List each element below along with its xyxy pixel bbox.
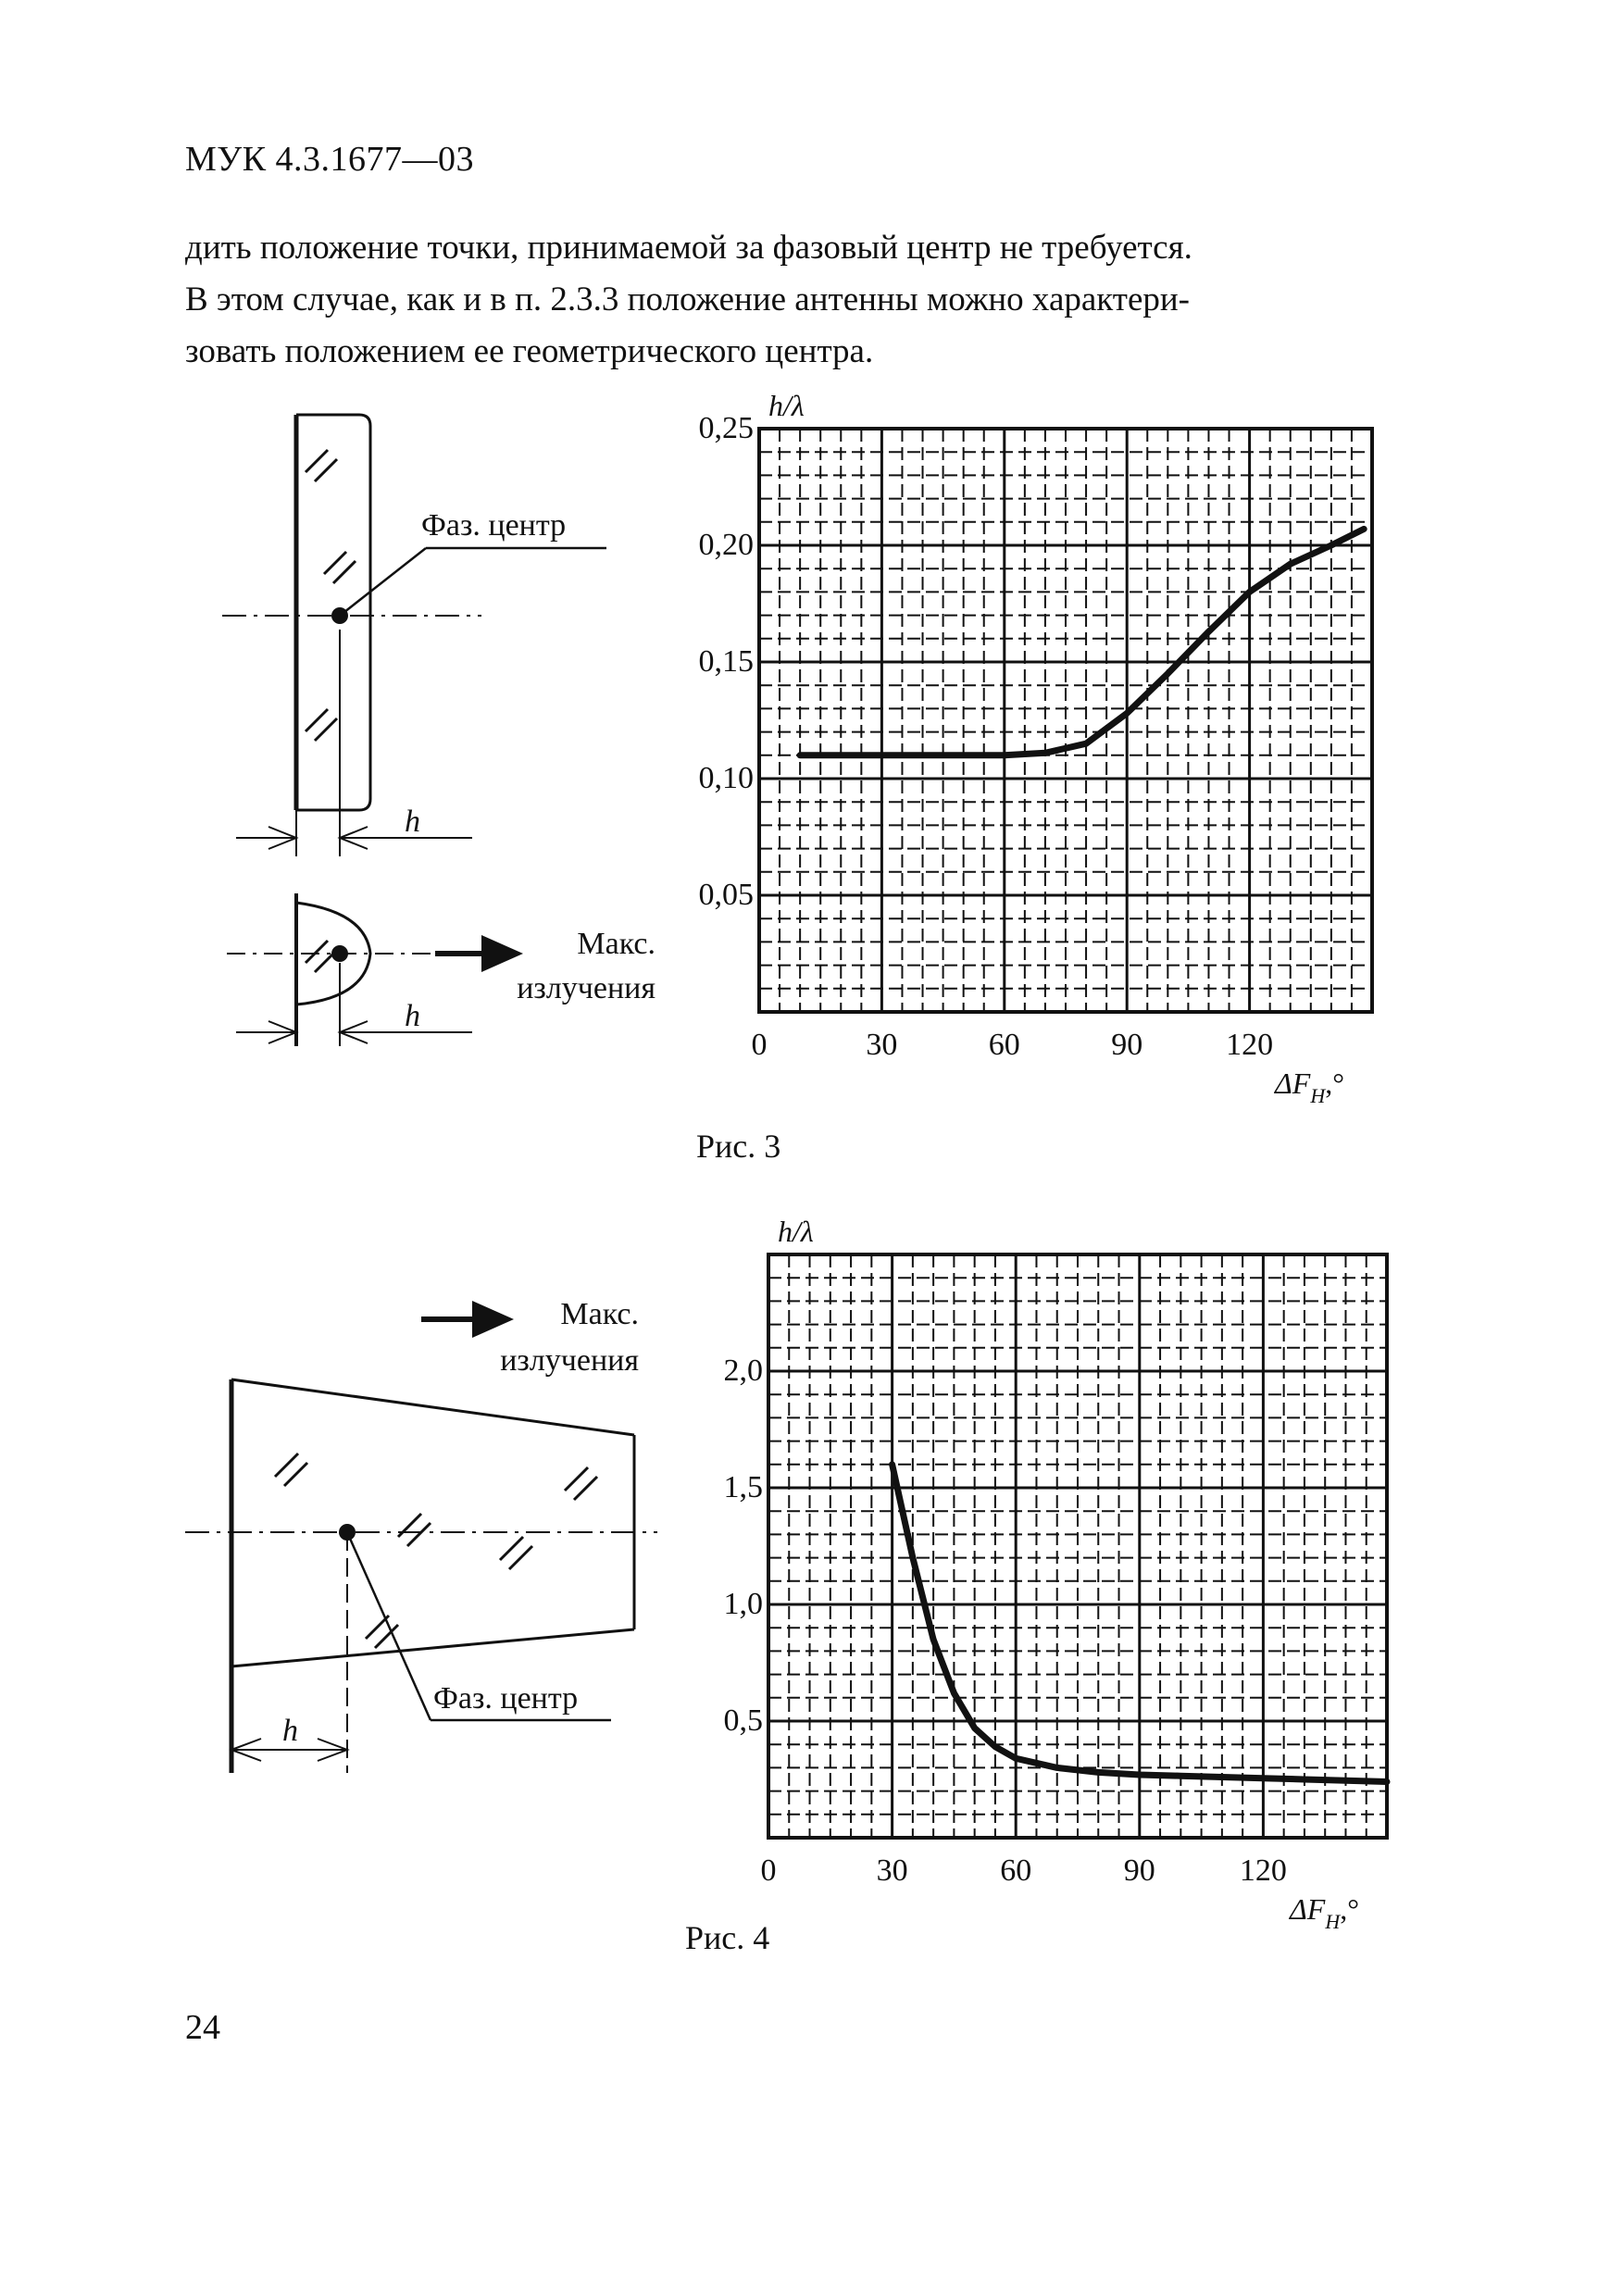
- paragraph-line: зовать положением ее геометрического центра.: [185, 332, 874, 370]
- y-tick-label: 0,25: [698, 411, 754, 445]
- chart-frame: [768, 1254, 1387, 1838]
- y-tick-label: 1,5: [723, 1470, 763, 1504]
- y-tick-label: 0,10: [698, 761, 754, 795]
- y-axis-label: h/λ: [778, 1215, 814, 1248]
- h-label: h: [405, 805, 420, 839]
- figure4-caption: Рис. 4: [685, 1919, 770, 1956]
- h-label: h: [405, 999, 420, 1033]
- max-radiation-label: Макс.: [560, 1297, 639, 1331]
- x-tick-label: 30: [866, 1028, 898, 1062]
- y-tick-label: 1,0: [723, 1587, 763, 1621]
- paragraph-line: дить положение точки, принимаемой за фазовый центр не требуется.: [185, 229, 1192, 267]
- page-number: 24: [185, 2008, 220, 2047]
- max-radiation-label: Макс.: [577, 927, 655, 961]
- x-tick-label: 120: [1239, 1853, 1287, 1888]
- y-tick-label: 0,15: [698, 644, 754, 679]
- x-tick-label: 120: [1226, 1028, 1274, 1062]
- x-tick-label: 60: [1000, 1853, 1032, 1888]
- x-tick-label: 0: [751, 1028, 768, 1062]
- phase-center-label: Фаз. центр: [421, 508, 567, 543]
- paragraph-line: В этом случае, как и в п. 2.3.3 положение антенны можно характери-: [185, 281, 1190, 318]
- x-tick-label: 30: [876, 1853, 908, 1888]
- x-tick-label: 90: [1111, 1028, 1143, 1062]
- y-tick-label: 0,05: [698, 878, 754, 912]
- y-tick-label: 0,20: [698, 528, 754, 562]
- figure3-caption: Рис. 3: [696, 1128, 781, 1165]
- phase-center-label: Фаз. центр: [433, 1681, 579, 1716]
- y-axis-label: h/λ: [768, 389, 805, 422]
- document-code: МУК 4.3.1677—03: [185, 140, 475, 179]
- h-label: h: [282, 1714, 298, 1748]
- max-radiation-label: излучения: [517, 971, 655, 1005]
- x-axis-label: $\Delta F_H,^\circ$: [1275, 1067, 1345, 1107]
- y-tick-label: 2,0: [723, 1354, 763, 1388]
- x-axis-label: $\Delta F_H,^\circ$: [1290, 1892, 1360, 1933]
- x-tick-label: 90: [1123, 1853, 1155, 1888]
- max-radiation-label: излучения: [500, 1343, 639, 1378]
- x-tick-label: 0: [760, 1853, 777, 1888]
- x-tick-label: 60: [988, 1028, 1020, 1062]
- y-tick-label: 0,5: [723, 1703, 763, 1738]
